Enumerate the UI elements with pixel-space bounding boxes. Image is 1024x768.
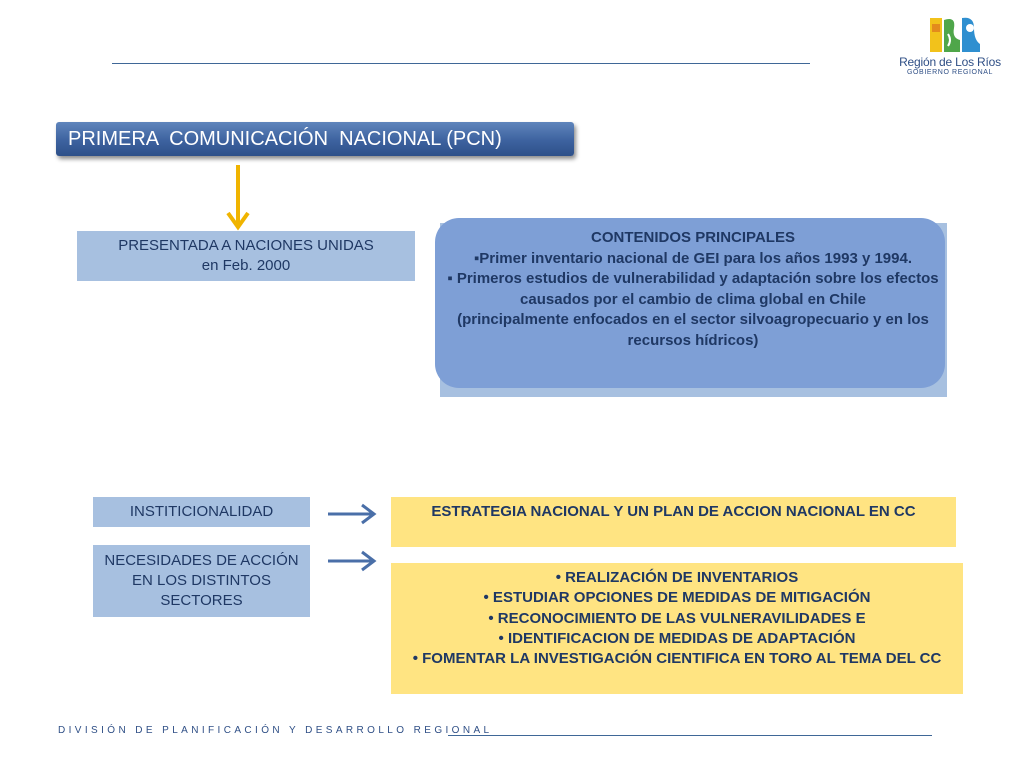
list-item: • FOMENTAR LA INVESTIGACIÓN CIENTIFICA EN TORO AL TEMA DEL CC [412, 650, 942, 668]
strategy-box: ESTRATEGIA NACIONAL Y UN PLAN DE ACCION NACIONAL EN CC [391, 497, 956, 547]
down-arrow-icon [226, 163, 250, 233]
presented-box [77, 231, 415, 281]
presented-line-2: en Feb. 2000 [201, 257, 291, 274]
list-item: • ESTUDIAR OPCIONES DE MEDIDAS DE MITIGACIÓN [483, 589, 871, 607]
footer-text: DIVISIÓN DE PLANIFICACIÓN Y DESARROLLO REGIONAL [58, 725, 493, 736]
contents-item-focus: (principalmente enfocados en el sector silvoagropecuario y en los recursos hídricos) [457, 311, 929, 349]
list-item: • RECONOCIMIENTO DE LAS VULNERAVILIDADES E [488, 609, 866, 627]
page-title: PRIMERA COMUNICACIÓN NACIONAL (PCN) [56, 122, 574, 156]
contents-item-inventory: ▪Primer inventario nacional de GEI para los años 1993 y 1994. [473, 249, 912, 267]
right-arrow-icon [326, 550, 378, 572]
contents-item-studies: ▪ Primeros estudios de vulnerabilidad y adaptación sobre los efectos causados por el cambio de clima global en Chile [447, 270, 939, 308]
right-arrow-icon [326, 503, 378, 525]
contents-text [446, 228, 940, 351]
header-divider [112, 63, 810, 64]
list-item: • REALIZACIÓN DE INVENTARIOS [555, 569, 799, 586]
list-item: • IDENTIFICACION DE MEDIDAS DE ADAPTACIÓN [498, 629, 856, 647]
actions-box [391, 563, 963, 694]
logo-subtitle: GOBIERNO REGIONAL [906, 69, 994, 76]
footer-divider [448, 735, 932, 736]
logo-name: Región de Los Ríos [899, 55, 1001, 69]
presented-line-1: PRESENTADA A NACIONES UNIDAS [118, 237, 374, 254]
logo-text [896, 56, 1004, 77]
contents-heading: CONTENIDOS PRINCIPALES [591, 229, 795, 246]
institutionality-box: INSTITICIONALIDAD [93, 497, 310, 527]
needs-box: NECESIDADES DE ACCIÓN EN LOS DISTINTOS SECTORES [93, 545, 310, 617]
